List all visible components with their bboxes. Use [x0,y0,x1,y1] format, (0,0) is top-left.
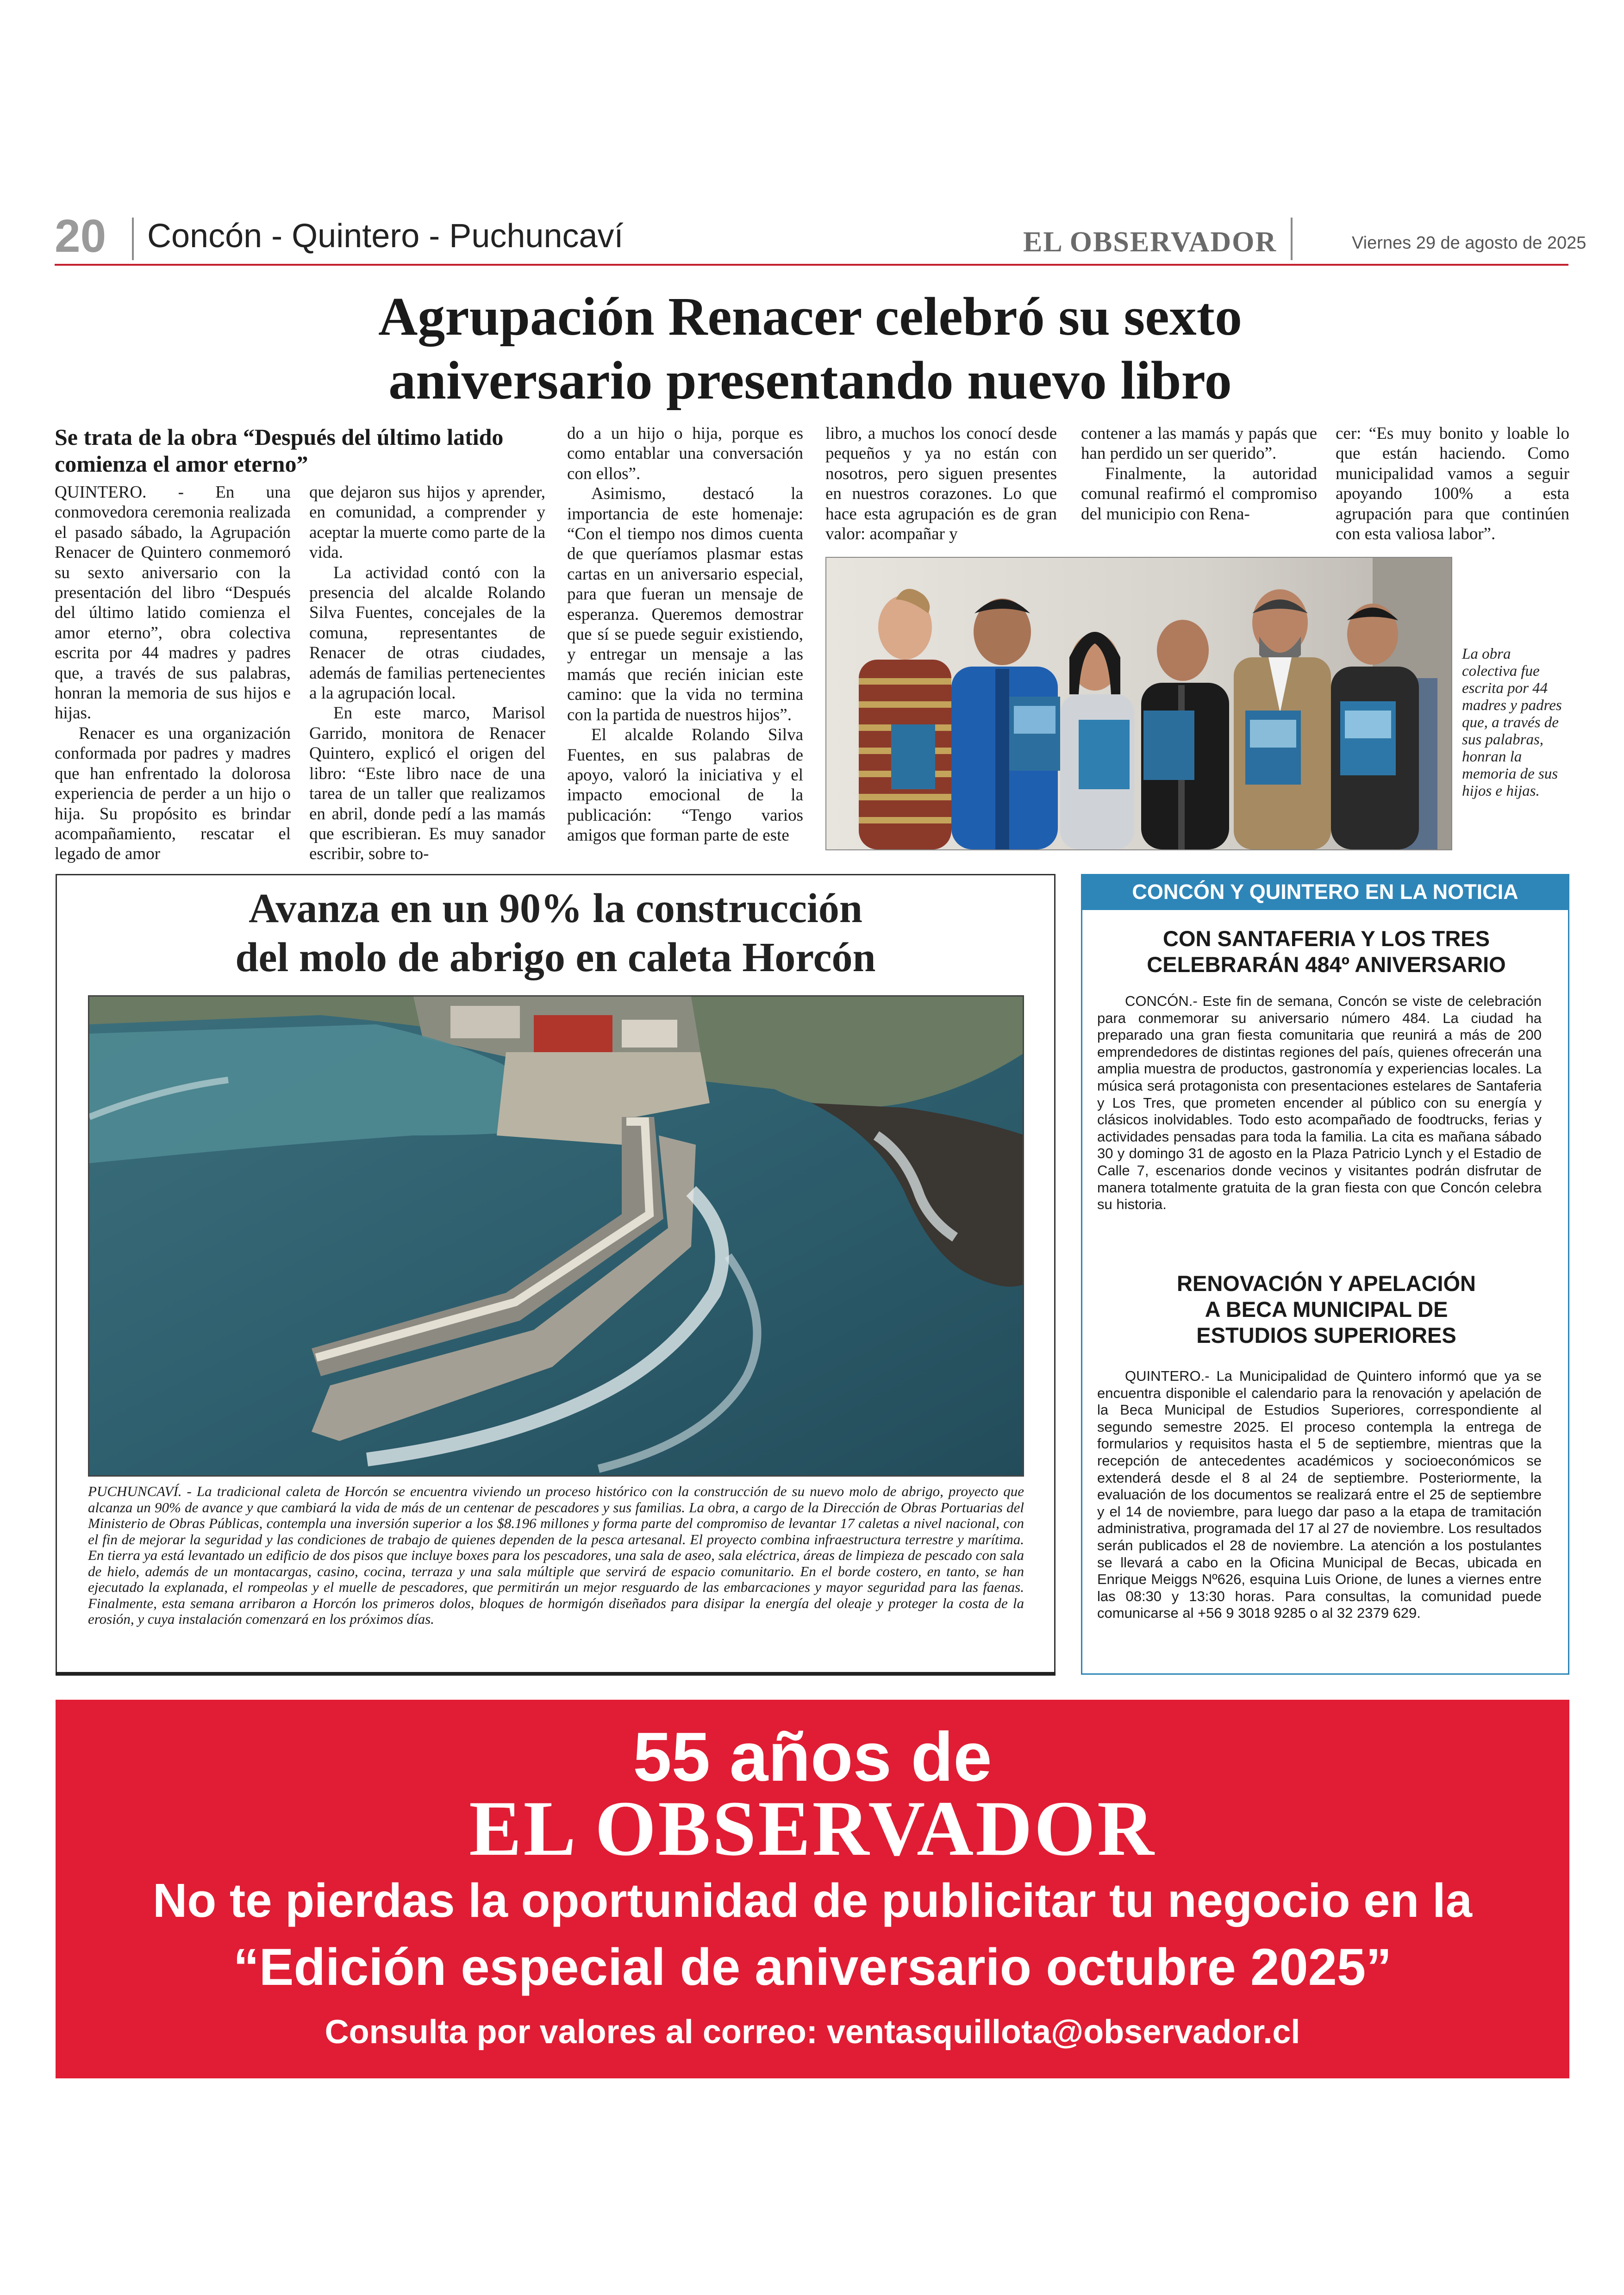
article-column-2 [309,482,545,864]
paragraph: cer: “Es muy bonito y loable lo que están haciendo. Como municipalidad vamos a seguir apoyando 100% a esta agrupación para que continúen con esta valiosa labor”. [1336,424,1569,544]
paragraph: que dejaron sus hijos y aprender, en comunidad, a comprender y aceptar la muerte como parte de la vida. [309,483,545,562]
molo-headline-line2: del molo de abrigo en caleta Horcón [235,935,876,980]
molo-story-body: PUCHUNCAVÍ. - La tradicional caleta de Horcón se encuentra viviendo un proceso histórico con la construcción de su nuevo molo de abrigo, proyecto que alcanza un 90% de avance y que cambiará la vida de más de un centenar de pescadores y sus familias. La obra, a cargo de la Dirección de Obras Portuarias del Ministerio de Obras Públicas, contempla una inversión superior a los $8.196 millones y forma parte del compromiso de levantar 17 caletas a nivel nacional, con el fin de mejorar la seguridad y las condiciones de trabajo de quienes dependen de la pesca artesanal. El proyecto combina infraestructura terrestre y marítima. En tierra ya está levantado un edificio de dos pisos que incluye boxes para los pescadores, una sala de aseo, sala eléctrica, áreas de limpieza de pescado con sala de hielo, además de un montacargas, casino, cocina, terraza y una sala múltiple que servirá de espacio comunitario. En el borde costero, en tanto, se han ejecutado la explanada, el rompeolas y el muelle de pescadores, que permitirán un mejor resguardo de las embarcaciones y mayor seguridad para las faenas. Finalmente, esta semana arribaron a Horcón los primeros dolos, bloques de hormigón diseñados para disipar la energía del oleaje y proteger la costa de la erosión, y cuya instalación comenzará en los próximos días. [88,1483,1024,1627]
molo-headline-line1: Avanza en un 90% la construcción [249,886,862,931]
news-item-title-line: A BECA MUNICIPAL DE [1205,1297,1448,1322]
paragraph: Renacer es una organización conformada por padres y madres que han enfrentado la dolorosa experiencia de perder a un hijo o hija. Su propósito es brindar acompañamiento, rescatar el legado de amor [55,723,291,864]
news-item-title-line: CELEBRARÁN 484º ANIVERSARIO [1147,952,1506,977]
news-item-title-line: RENOVACIÓN Y APELACIÓN [1177,1271,1476,1296]
news-item-title [1097,1271,1555,1348]
article-column-5 [1081,424,1317,524]
paragraph: do a un hijo o hija, porque es como entablar una conversación con ellos”. [567,424,803,483]
paragraph: Finalmente, la autoridad comunal reafirmó el compromiso del municipio con Rena- [1081,464,1317,524]
paragraph: En este marco, Marisol Garrido, monitora de Renacer Quintero, explicó el origen del libro: “Este libro nace de una tarea de un taller que realizamos en abril, donde pedí a las mamás que escribieran. Es muy sanador escribir, sobre to- [309,704,545,864]
issue-date: Viernes 29 de agosto de 2025 [1352,233,1587,253]
page-number: 20 [55,210,106,262]
article-column-6 [1336,424,1569,544]
group-photo-illustration [826,558,1451,849]
news-item-body [1097,993,1542,1213]
main-headline-line2: aniversario presentando nuevo libro [388,350,1232,411]
news-item-title-line: ESTUDIOS SUPERIORES [1196,1323,1456,1347]
header-rule [55,264,1568,266]
news-sidebar-header: CONCÓN Y QUINTERO EN LA NOTICIA [1081,874,1569,910]
section-title: Concón - Quintero - Puchuncaví [147,218,624,255]
paragraph: El alcalde Rolando Silva Fuentes, en sus palabras de apoyo, valoró la iniciativa y el impacto emocional de la publicación: “Tengo varios amigos que forman parte de este [567,725,803,845]
ad-brand: EL OBSERVADOR [469,1785,1156,1872]
paragraph: Asimismo, destacó la importancia de este homenaje: “Con el tiempo nos dimos cuenta de que queríamos plasmar estas cartas en un aniversario especial, para que fueran un mensaje de esperanza. Queremos demostrar que sí se puede seguir existiendo, y entregar un mensaje a las mamás que recién inician este camino: que la vida no termina con la partida de nuestros hijos”. [567,484,803,724]
ad-line-contact: Consulta por valores al correo: ventasquillota@observador.cl [325,2014,1300,2051]
molo-headline [56,884,1056,982]
main-headline [139,285,1481,412]
news-item-title [1097,926,1555,978]
news-item-title-line: CON SANTAFERIA Y LOS TRES [1163,926,1490,951]
ad-line-anniversary: 55 años de [633,1718,992,1796]
masthead-brand: EL OBSERVADOR [1023,226,1277,258]
header-divider [132,218,134,260]
paragraph: La actividad contó con la presencia del alcalde Rolando Silva Fuentes, concejales de la comuna, representantes de Renacer de otras ciudades, además de familias pertenecientes a la agrupación local. [309,563,545,703]
photo-caption: La obra colectiva fue escrita por 44 madres y padres que, a través de sus palabras, honran la memoria de sus hijos e hijas. [1462,646,1562,799]
group-photo [825,557,1452,850]
article-column-3 [567,424,803,846]
article-column-1 [55,482,291,864]
news-item-body [1097,1368,1542,1622]
aerial-harbor-illustration [89,997,1024,1477]
aerial-harbor-photo [88,995,1024,1477]
main-headline-line1: Agrupación Renacer celebró su sexto [378,286,1242,347]
paragraph: QUINTERO. - En una conmovedora ceremonia realizada el pasado sábado, la Agrupación Renacer de Quintero conmemoró su sexto aniversario con la presentación del libro “Después del último latido comienza el amor eterno”, obra colectiva escrita por 44 madres y padres que, a través de sus palabras, honran la memoria de sus hijos e hijas. [55,483,291,723]
paragraph: CONCÓN.- Este fin de semana, Concón se viste de celebración para conmemorar su aniversario número 484. La ciudad ha preparado una gran fiesta comunitaria que reunirá a más de 200 emprendedores de distintas regiones del país, quienes ofrecerán una amplia muestra de productos, gastronomía y experiencias locales. La música será protagonista con presentaciones estelares de Santaferia y Los Tres, que prometen encender al público con su energía y clásicos inolvidables. Todo esto acompañado de foodtrucks, ferias y actividades pensadas para toda la familia. La cita es mañana sábado 30 y domingo 31 de agosto en la Plaza Patricio Lynch y el Estadio de Calle 7, escenarios donde vecinos y visitantes podrán disfrutar de manera totalmente gratuita de la gran fiesta con que Concón celebra su historia. [1097,993,1542,1213]
molo-box-bottom-rule [56,1672,1056,1676]
ad-line-edition: “Edición especial de aniversario octubre 2025” [233,1938,1392,1996]
header-divider [1291,218,1293,260]
main-subhead: Se trata de la obra “Después del último latido comienza el amor eterno” [55,424,504,477]
article-column-4 [825,424,1057,544]
paragraph: contener a las mamás y papás que han perdido un ser querido”. [1081,424,1317,463]
paragraph: libro, a muchos los conocí desde pequeños y ya no están con nosotros, pero siguen presentes en nuestros corazones. Lo que hace esta agrupación es de gran valor: acompañar y [825,424,1057,544]
ad-line-pitch: No te pierdas la oportunidad de publicitar tu negocio en la [153,1874,1472,1927]
paragraph: QUINTERO.- La Municipalidad de Quintero informó que ya se encuentra disponible el calendario para la renovación y apelación de la Beca Municipal de Estudios Superiores, correspondiente al segundo semestre 2025. El proceso contempla la entrega de formularios y requisitos hasta el 5 de septiembre, mientras que la recepción de antecedentes académicos y socioeconómicos se extenderá desde el 8 al 24 de septiembre. Posteriormente, la evaluación de los documentos se realizará entre el 25 de septiembre y el 14 de noviembre, para luego dar paso a la etapa de tramitación administrativa, programada del 17 al 27 de noviembre. Los resultados serán publicados el 28 de noviembre. La atención a los postulantes se llevará a cabo en la Oficina Municipal de Becas, ubicada en Enrique Meiggs Nº626, esquina Luis Orione, de lunes a viernes entre las 08:30 y 13:30 horas. Para consultas, la comunidad puede comunicarse al +56 9 3018 9285 o al 32 2379 629. [1097,1368,1542,1621]
